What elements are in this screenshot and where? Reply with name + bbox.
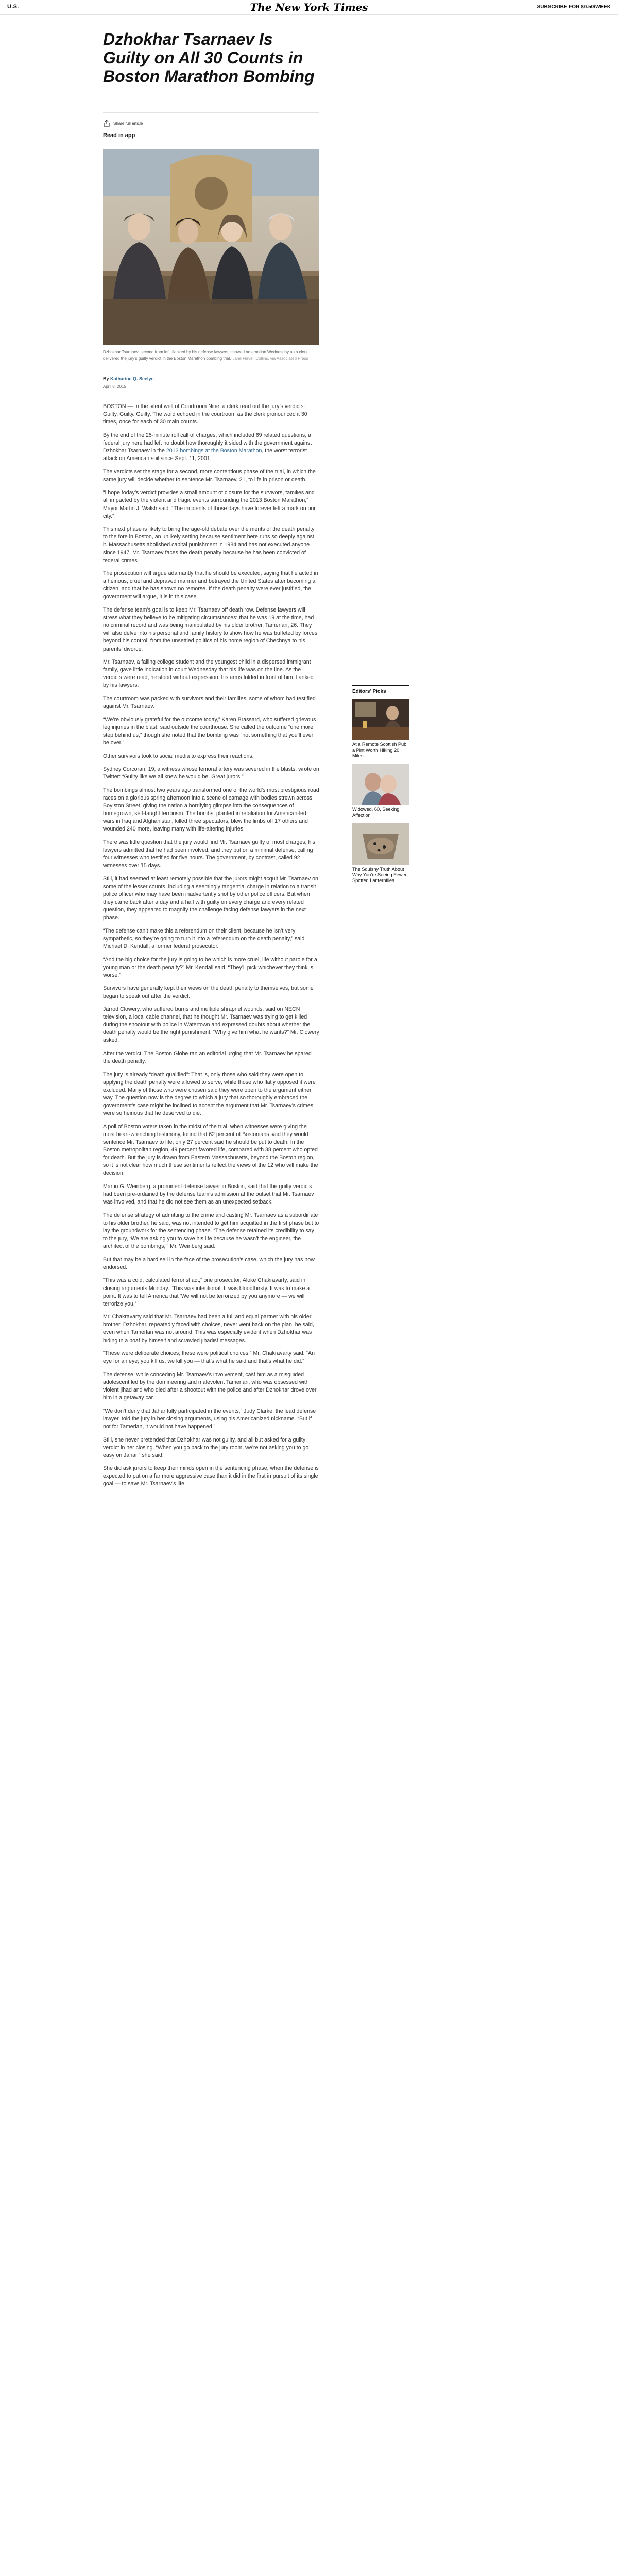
paragraph: Mr. Tsarnaev, a failing college student and the youngest child in a dispersed immigrant family, gave little indication in court Wednesday that his life was on the line. As the verdicts were read, he stood without expression, his arms folded in front of him, flanked by his lawyers. [103, 659, 314, 689]
subscribe-link[interactable]: SUBSCRIBE FOR $0.50/WEEK [537, 4, 611, 10]
editors-pick-title[interactable]: Widowed, 60, Seeking Affection [352, 807, 400, 818]
paragraph: After the verdict, The Boston Globe ran an editorial urging that Mr. Tsarnaev be spared the death penalty. [103, 1050, 312, 1065]
paragraph: Still, it had seemed at least remotely possible that the jurors might acquit Mr. Tsarnaev on some of the lesser counts, including a seemingly tangential charge in relation to a transit police officer who may have been inadvertently shot by other police officers. But when they came back after a day and a half with guilty on every charge and every related question, they appeared to magnify the challenge facing defense lawyers in the next phase. [103, 875, 318, 921]
paragraph: Still, she never pretended that Dzhokhar was not guilty, and all but asked for a guilty verdict in her closing. “When you go back to the jury room, we’re not asking you to go easy on Jahar,” she said. [103, 1436, 309, 1459]
paragraph: The defense team’s goal is to keep Mr. Tsarnaev off death row. Defense lawyers will stress what they believe to be mitigating circumstances: that he was 19 at the time, had no criminal record and was being manipulated by his older brother, Tamerlan, 26. They will also delve into his personal and family history to show how he was buffeted by forces beyond his control, from the unsettled politics of his home region of Chechnya to his parents’ divorce. [103, 607, 318, 652]
caption-text: Dzhokhar Tsarnaev, second from left, flanked by his defense lawyers, showed no emotion Wednesday as a clerk delivered the jury’s guilty verdict in the Boston Marathon bombing trial. [103, 350, 308, 361]
photo-credit: Jane Flavell Collins, via Associated Press [232, 356, 308, 361]
marathon-bombings-link[interactable]: 2013 bombings at the Boston Marathon [166, 447, 262, 454]
edition-selector[interactable]: U.S. [7, 4, 19, 10]
paragraph: The defense, while conceding Mr. Tsarnaev’s involvement, cast him as a misguided adolescent led by the domineering and malevolent Tamerlan, who was obsessed with violent jihad and who died after a shootout with the police and after Dzhokhar drove over him in a getaway car. [103, 1371, 317, 1401]
paragraph: “The defense can’t make this a referendum on their client, because he isn’t very sympathetic, so they’re going to turn it into a referendum on the death penalty,” said Michael D. Kendall, a former federal prosecutor. [103, 927, 305, 950]
courtroom-sketch-image [103, 149, 319, 345]
share-label: Share full article [113, 121, 143, 126]
paragraph: “I hope today’s verdict provides a small amount of closure for the survivors, families and all impacted by the violent and tragic events surrounding the 2013 Boston Marathon,” Mayor Martin J. Walsh said. “The incidents of those days have forever left a mark on our city.” [103, 489, 316, 519]
paragraph: Martin G. Weinberg, a prominent defense lawyer in Boston, said that the guilty verdicts had been pre-ordained by the defense team’s admission at the outset that Mr. Tsarnaev was involved, and that he did not see them as an unexpected setback. [103, 1183, 314, 1206]
paragraph: She did ask jurors to keep their minds open in the sentencing phase, when the defense is expected to put on a far more aggressive case than it did in the first in pursuit of its single goal — to save Mr. Tsarnaev’s life. [103, 1465, 319, 1487]
editors-pick-item[interactable] [352, 699, 409, 759]
paragraph: A poll of Boston voters taken in the midst of the trial, when witnesses were giving the most heart-wrenching testimony, found that 62 percent of Bostonians said they would sentence Mr. Tsarnaev to life; only 27 percent said he should be put to death. In the Boston metropolitan region, 49 percent favored life, compared with 38 percent who opted for death. But the jury is drawn from Eastern Massachusetts, beyond the Boston region, so it is not clear how much these sentiments reflect the views of the 12 who will make the decision. [103, 1123, 318, 1177]
paragraph: There was little question that the jury would find Mr. Tsarnaev guilty of most charges; his lawyers admitted that he had been involved, and they put on a minimal defense, calling four witnesses who testified for five hours. The government, by contrast, called 92 witnesses over 15 days. [103, 839, 315, 869]
photo-caption [103, 349, 309, 362]
editors-picks-heading: Editors’ Picks [352, 685, 409, 694]
paragraph: But that may be a hard sell in the face of the prosecution’s case, which the jury has now endorsed. [103, 1256, 315, 1270]
article-headline: Dzhokhar Tsarnaev Is Guilty on All 30 Counts in Boston Marathon Bombing [103, 30, 315, 86]
share-icon [103, 120, 110, 127]
paragraph: “We’re obviously grateful for the outcome today,” Karen Brassard, who suffered grievous leg injuries in the blast, said outside the courthouse. She called the outcome “one more step behind us,” though she noted that the bombing was “not something that you’ll ever be over.” [103, 716, 316, 746]
paragraph: Other survivors took to social media to express their reactions. [103, 753, 254, 759]
editors-pick-title[interactable]: At a Remote Scottish Pub, a Pint Worth Hiking 20 Miles [352, 742, 408, 758]
paragraph: The jury is already “death qualified”: That is, only those who said they were open to applying the death penalty were allowed to serve, while those who flatly opposed it were excluded. Many of those who were chosen said they were open to the argument either way. The question now is the degree to which a jury that so thoroughly embraced the government’s case might be inclined to accept the argument that Mr. Tsarnaev’s crimes were so heinous that he deserved to die. [103, 1071, 316, 1117]
editors-pick-title[interactable]: The Squishy Truth About Why You’re Seeing Fewer Spotted Lanternflies [352, 867, 407, 883]
paragraph: “And the big choice for the jury is going to be which is more cruel, life without parole for a young man or the death penalty?” Mr. Kendall said. “They’ll pick whichever they think is worse.” [103, 956, 317, 978]
author-link[interactable]: Katharine Q. Seelye [110, 376, 154, 381]
editors-pick-item[interactable] [352, 764, 409, 818]
byline [103, 376, 154, 381]
paragraph: Jarrod Clowery, who suffered burns and multiple shrapnel wounds, said on NECN television, a local cable channel, that he thought Mr. Tsarnaev was trying to get killed during the shootout with police in Watertown and expressed doubts about whether the death penalty would be the right punishment. “Why give him what he wants?” Mr. Clowery asked. [103, 1006, 319, 1044]
share-button[interactable] [103, 118, 143, 128]
paragraph: The defense strategy of admitting to the crime and casting Mr. Tsarnaev as a subordinate to his older brother, he said, was not intended to get him acquitted in the first phase but to lay the groundwork for the sentencing phase. “The defense retained its credibility to say to the jury, ‘We are asking you to save his life because he wasn’t the engineer, the architect of the bombings,’” Mr. Weinberg said. [103, 1212, 319, 1250]
paragraph: BOSTON — In the silent well of Courtroom Nine, a clerk read out the jury’s verdicts: Guilty. Guilty. Guilty. The word echoed in the courtroom as the clerk pronounced it 30 times, once for each of 30 main counts. [103, 403, 307, 426]
paragraph: The verdicts set the stage for a second, more contentious phase of the trial, in which the same jury will decide whether to sentence Mr. Tsarnaev, 21, to life in prison or death. [103, 468, 316, 483]
publish-date: April 8, 2015 [103, 384, 126, 389]
paragraph: Survivors have generally kept their views on the death penalty to themselves, but some began to speak out after the verdict. [103, 985, 314, 999]
paragraph-text: , the worst terrorist attack on American soil since Sept. 11, 2001. [103, 447, 307, 462]
paragraph: Mr. Chakravarty said that Mr. Tsarnaev had been a full and equal partner with his older brother. Dzhokhar, repeatedly faced with choices, never went back on the plan, he said, even when Tamerlan was not around. This was especially evident when Dzhokhar was hiding in a boat by himself and scrawled jihadist messages. [103, 1314, 314, 1344]
paragraph: The bombings almost two years ago transformed one of the world’s most prestigious road races on a glorious spring afternoon into a scene of carnage with bodies strewn across Boylston Street, giving the nation a horrifying glimpse into the consequences of homegrown, self-taught terrorism. The bombs, planted in retaliation for American-led wars in Iraq and Afghanistan, killed three spectators, blew the limbs off 17 others and wounded 240 more, leaving many with life-altering injuries. [103, 787, 319, 833]
paragraph: This next phase is likely to bring the age-old debate over the merits of the death penalty to the fore in Boston, an unlikely setting because sentiment here runs so deeply against it. Massachusetts abolished capital punishment in 1984 and has not executed anyone since 1947. Mr. Tsarnaev faces the death penalty because he has been convicted of federal crimes. [103, 526, 315, 564]
lanternfly-photo-thumbnail [352, 823, 409, 865]
paragraph: Sydney Corcoran, 19, a witness whose femoral artery was severed in the blasts, wrote on Twitter: “Guilty like we all knew he would be. Great jurors.” [103, 766, 319, 781]
editors-pick-item[interactable] [352, 823, 409, 884]
paragraph: “We don’t deny that Jahar fully participated in the events,” Judy Clarke, the lead defense lawyer, told the jury in her closing arguments, using his Americanized nickname. “But if not for Tamerlan, it would not have happened.” [103, 1408, 316, 1430]
byline-prefix: By [103, 376, 109, 381]
paragraph: “These were deliberate choices; these were political choices,” Mr. Chakravarty said. “An eye for an eye; you kill us, we kill you — that’s what he said and that’s what he did.” [103, 1350, 315, 1365]
article-tools [103, 112, 319, 144]
paragraph: The courtroom was packed with survivors and their families, some of whom had testified against Mr. Tsarnaev. [103, 696, 316, 710]
pub-photo-thumbnail [352, 699, 409, 740]
top-bar [0, 0, 618, 15]
paragraph [103, 432, 319, 463]
paragraph: The prosecution will argue adamantly that he should be executed, saying that he acted in a heinous, cruel and depraved manner and betrayed the United States after becoming a citizen, and that he has shown no remorse. If the death penalty were ever justified, the government will argue, it is in this case. [103, 570, 318, 600]
article-body [103, 403, 319, 1494]
paragraph-text: By the end of the 25-minute roll call of charges, which included 69 related questions, a federal jury here had left no doubt how thoroughly it sided with the government against Dzhokhar Tsarnaev in the [103, 432, 312, 454]
paragraph: “This was a cold, calculated terrorist act,” one prosecutor, Aloke Chakravarty, said in closing arguments Monday. “This was intentional. It was bloodthirsty. It was to make a point. It was to tell America that ‘We will not be terrorized by you anymore — we will terrorize you.’ ” [103, 1277, 310, 1307]
couple-photo-thumbnail [352, 764, 409, 805]
masthead-logo[interactable]: The New York Times [250, 1, 368, 13]
read-in-app-link[interactable]: Read in app [103, 132, 135, 139]
